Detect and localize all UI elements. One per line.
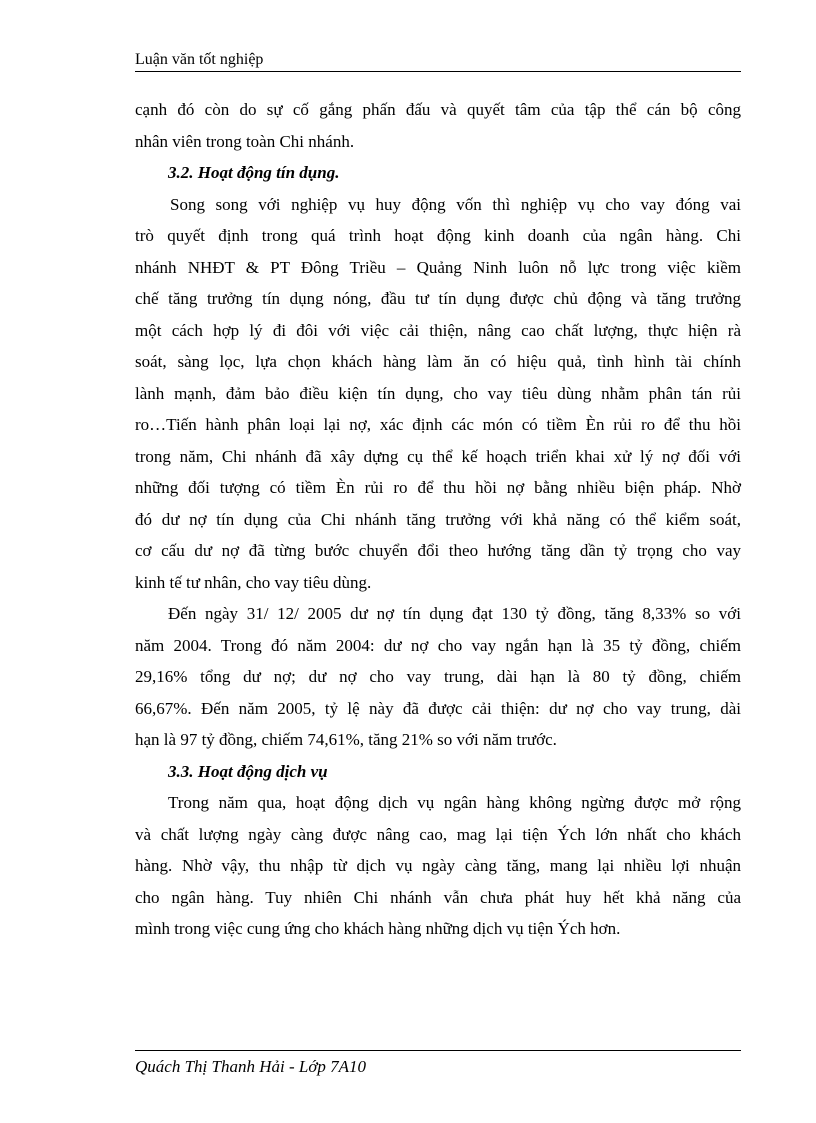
text-line: nhánh NHĐT & PT Đông Triều – Quảng Ninh luôn nỗ lực trong việc kiềm	[135, 257, 741, 277]
section-heading-credit: 3.2. Hoạt động tín dụng.	[168, 163, 340, 182]
text-line: 29,16% tổng dư nợ; dư nợ cho vay trung, dài hạn là 80 tỷ đồng, chiếm	[135, 667, 741, 686]
text-line: Song song với nghiệp vụ huy động vốn thì nghiệp vụ cho vay đóng vai	[170, 194, 741, 214]
text-line: những đối tượng có tiềm Èn rủi ro để thu hồi nợ bằng nhiều biện pháp. Nhờ	[135, 478, 741, 497]
text-line: Đến ngày 31/ 12/ 2005 dư nợ tín dụng đạt 130 tỷ đồng, tăng 8,33% so với	[168, 604, 741, 623]
text-line: ro…Tiến hành phân loại lại nợ, xác định các món có tiềm Èn rủi ro để thu hồi	[135, 415, 741, 434]
text-line: hàng. Nhờ vậy, thu nhập từ dịch vụ ngày càng tăng, mang lại nhiều lợi nhuận	[135, 856, 741, 875]
text-line: và chất lượng ngày càng được nâng cao, mag lại tiện Ých lớn nhất cho khách	[135, 824, 741, 844]
page-header: Luận văn tốt nghiệp	[135, 51, 264, 68]
text-line: soát, sàng lọc, lựa chọn khách hàng làm ăn có hiệu quả, tình hình tài chính	[135, 352, 741, 371]
text-line: trò quyết định trong quá trình hoạt động kinh doanh của ngân hàng. Chi	[135, 226, 741, 245]
text-line: năm 2004. Trong đó năm 2004: dư nợ cho vay ngắn hạn là 35 tỷ đồng, chiếm	[135, 635, 741, 655]
text-line: trong năm, Chi nhánh đã xây dựng cụ thể kế hoạch triển khai xử lý nợ đối với	[135, 446, 741, 466]
text-line: Trong năm qua, hoạt động dịch vụ ngân hàng không ngừng được mở rộng	[168, 793, 741, 812]
text-line: nhân viên trong toàn Chi nhánh.	[135, 131, 355, 151]
text-line: chế tăng trưởng tín dụng nóng, đầu tư tín dụng được chủ động và tăng trưởng	[135, 289, 741, 308]
text-line: một cách hợp lý đi đôi với việc cải thiện, nâng cao chất lượng, thực hiện rà	[135, 320, 741, 340]
text-line: mình trong việc cung ứng cho khách hàng những dịch vụ tiện Ých hơn.	[135, 919, 621, 938]
text-line: kinh tế tư nhân, cho vay tiêu dùng.	[135, 572, 372, 592]
header-divider	[135, 71, 741, 72]
text-line: cạnh đó còn do sự cố gắng phấn đấu và quyết tâm của tập thể cán bộ công	[135, 100, 741, 119]
footer-divider	[135, 1050, 741, 1051]
page-footer: Quách Thị Thanh Hải - Lớp 7A10	[135, 1057, 367, 1076]
text-line: đó dư nợ tín dụng của Chi nhánh tăng trưởng với khả năng có thể kiểm soát,	[135, 509, 741, 529]
paragraph-continuation	[135, 94, 741, 157]
document-body	[135, 94, 741, 945]
text-line: lành mạnh, đảm bảo điều kiện tín dụng, cho vay tiêu dùng nhằm phân tán rủi	[135, 383, 741, 403]
text-line: hạn là 97 tỷ đồng, chiếm 74,61%, tăng 21% so với năm trước.	[135, 730, 557, 749]
section-heading-services: 3.3. Hoạt động dịch vụ	[168, 761, 328, 781]
text-line: 66,67%. Đến năm 2005, tỷ lệ này đã được cải thiện: dư nợ cho vay trung, dài	[135, 698, 741, 718]
text-line: cho ngân hàng. Tuy nhiên Chi nhánh vẫn chưa phát huy hết khả năng của	[135, 887, 741, 907]
paragraph-credit	[135, 189, 741, 599]
text-line: cơ cấu dư nợ đã từng bước chuyển đổi theo hướng tăng dần tỷ trọng cho vay	[135, 541, 741, 560]
paragraph-debt-figures	[135, 598, 741, 756]
paragraph-services	[135, 787, 741, 945]
